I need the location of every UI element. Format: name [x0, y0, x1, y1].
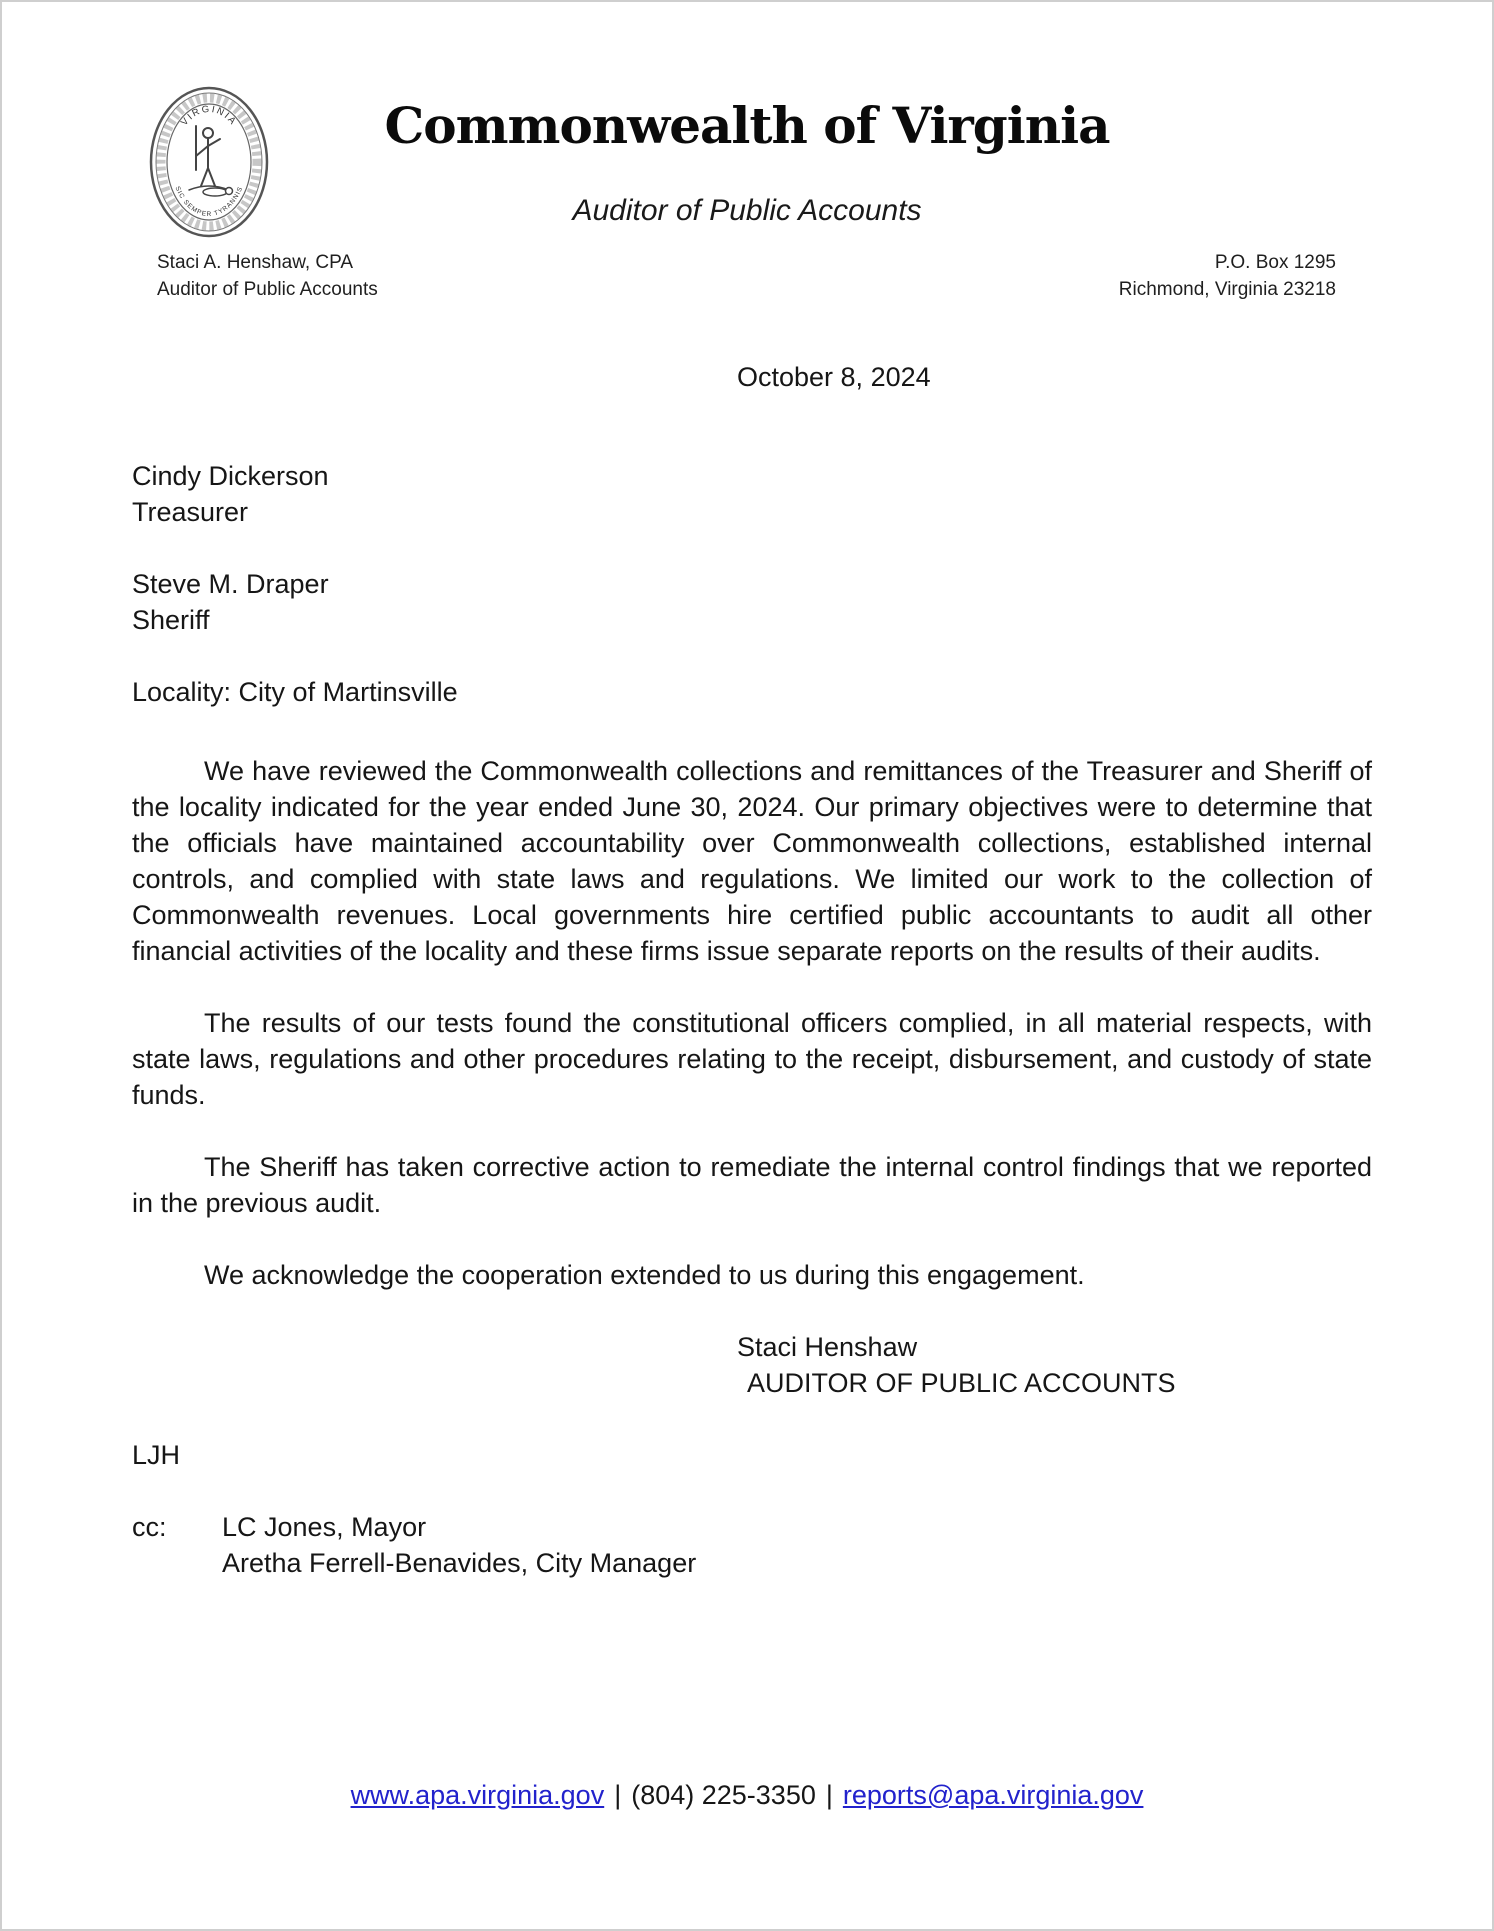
paragraph: We acknowledge the cooperation extended to us during this engagement. — [204, 1260, 1085, 1290]
recipient-block — [132, 458, 458, 710]
email-link[interactable]: reports@apa.virginia.gov — [842, 1780, 1144, 1810]
address-line-1: P.O. Box 1295 — [1214, 252, 1336, 273]
agency-title: Commonwealth of Virginia — [384, 96, 1110, 155]
cc-name: LC Jones, Mayor — [222, 1512, 427, 1542]
cc-label: cc: — [132, 1512, 167, 1542]
paragraph: We have reviewed the Commonwealth collections and remittances of the Treasurer and Sheriff of the locality indicated for the year ended June 30, 2024. Our primary objectives were to determine that the officials have maintained accountability over Commonwealth collections, established internal controls, and complied with state laws and regulations. We limited our work to the collection of Commonwealth revenues. Local governments hire certified public accountants to audit all other financial activities of the locality and these firms issue separate reports on the results of their audits. — [132, 756, 1372, 966]
footer-separator: | — [825, 1780, 833, 1810]
letter-date: October 8, 2024 — [737, 362, 931, 392]
signature-name: Staci Henshaw — [737, 1332, 918, 1362]
recipient-name: Steve M. Draper — [132, 569, 329, 599]
recipient-title: Sheriff — [132, 605, 210, 635]
agency-subtitle: Auditor of Public Accounts — [572, 194, 922, 227]
paragraph: The results of our tests found the constitutional officers complied, in all material respects, with state laws, regulations and other procedures relating to the receipt, disbursement, and custody of state funds. — [132, 1008, 1372, 1110]
typist-initials: LJH — [132, 1440, 181, 1470]
cc-name: Aretha Ferrell-Benavides, City Manager — [222, 1548, 697, 1578]
official-block — [157, 249, 378, 303]
recipient-title: Treasurer — [132, 497, 249, 527]
letter-body — [132, 753, 1372, 1581]
signature-title: AUDITOR OF PUBLIC ACCOUNTS — [747, 1368, 1176, 1398]
footer — [2, 1780, 1492, 1811]
official-name: Staci A. Henshaw, CPA — [157, 252, 354, 273]
seal-motto-bottom: SIC SEMPER TYRANNIS — [173, 185, 245, 219]
official-title: Auditor of Public Accounts — [157, 279, 378, 300]
paragraph: The Sheriff has taken corrective action to remediate the internal control findings that we reported in the previous audit. — [132, 1152, 1372, 1218]
footer-separator: | — [614, 1780, 622, 1810]
website-link[interactable]: www.apa.virginia.gov — [350, 1780, 605, 1810]
address-line-2: Richmond, Virginia 23218 — [1118, 279, 1336, 300]
recipient-name: Cindy Dickerson — [132, 461, 329, 491]
agency-address-block — [1119, 249, 1336, 303]
cc-block — [132, 1509, 1372, 1581]
locality-line: Locality: City of Martinsville — [132, 677, 458, 707]
signature-block — [737, 1329, 1372, 1401]
phone-number: (804) 225-3350 — [631, 1780, 816, 1810]
seal-motto-top: VIRGINIA — [178, 103, 240, 129]
